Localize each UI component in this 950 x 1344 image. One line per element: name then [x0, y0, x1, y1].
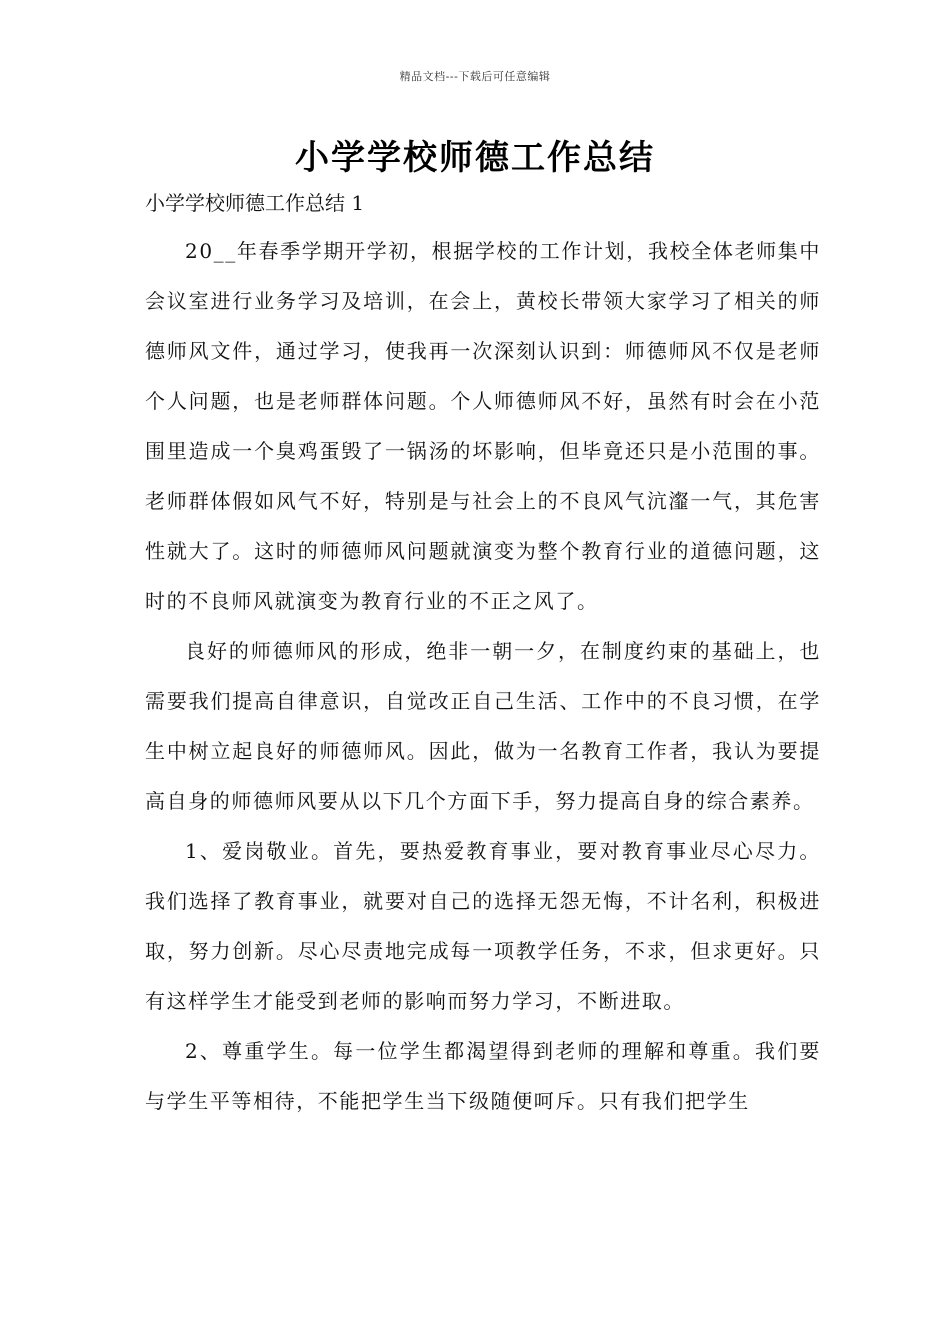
- paragraph: 良好的师德师风的形成，绝非一朝一夕，在制度约束的基础上，也需要我们提高自律意识，自觉改正自己生活、工作中的不良习惯，在学生中树立起良好的师德师风。因此，做为一名教育工作者，我认为要提高自身的师德师风要从以下几个方面下手，努力提高自身的综合素养。: [145, 639, 821, 813]
- paragraph: 2、尊重学生。每一位学生都渴望得到老师的理解和尊重。我们要与学生平等相待，不能把学生当下级随便呵斥。只有我们把学生: [145, 1039, 821, 1113]
- paragraph: 1、爱岗敬业。首先，要热爱教育事业，要对教育事业尽心尽力。我们选择了教育事业，就要对自己的选择无怨无悔，不计名利，积极进取，努力创新。尽心尽责地完成每一项教学任务，不求，但求更好。只有这样学生才能受到老师的影响而努力学习，不断进取。: [145, 839, 821, 1013]
- document-title: 小学学校师德工作总结: [295, 138, 655, 178]
- paragraph: 20__年春季学期开学初，根据学校的工作计划，我校全体老师集中会议室进行业务学习及培训，在会上，黄校长带领大家学习了相关的师德师风文件，通过学习，使我再一次深刻认识到：师德师风不仅是老师个人问题，也是老师群体问题。个人师德师风不好，虽然有时会在小范围里造成一个臭鸡蛋毁了一锅汤的坏影响，但毕竟还只是小范围的事。老师群体假如风气不好，特别是与社会上的不良风气沆瀣一气，其危害性就大了。这时的师德师风问题就演变为整个教育行业的道德问题，这时的不良师风就演变为教育行业的不正之风了。: [145, 239, 821, 613]
- document-subtitle: 小学学校师德工作总结 1: [145, 191, 365, 215]
- document-body: [145, 226, 821, 1126]
- header-note: 精品文档---下载后可任意编辑: [399, 70, 551, 83]
